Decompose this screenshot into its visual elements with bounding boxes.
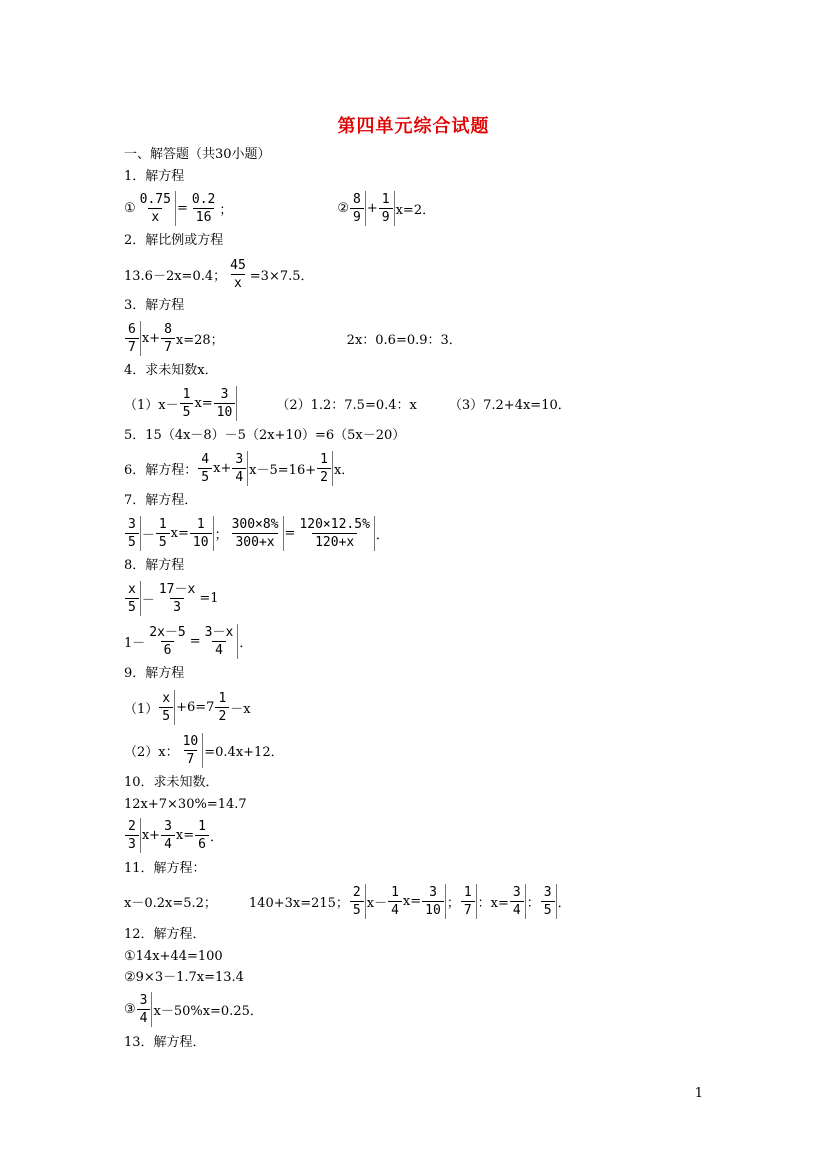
q6-equation: [124, 448, 354, 488]
numerator: 3: [235, 451, 244, 467]
denominator: 5: [125, 533, 139, 551]
q3-heading: 3．解方程: [124, 298, 185, 313]
math-text: +6=7: [176, 699, 215, 715]
q2-equation-a: 13.6－2x=0.4；: [124, 268, 227, 284]
q4-equation-b: （2）1.2：7.5=0.4：x: [276, 397, 417, 413]
fraction: [180, 386, 194, 421]
math-text: x=: [170, 525, 189, 541]
numerator: x: [128, 581, 136, 597]
q1-a-prefix: ①: [124, 200, 136, 216]
fraction: [180, 733, 204, 768]
math-text: （1）: [124, 701, 159, 717]
math-text: =: [284, 525, 296, 541]
fraction: [229, 516, 284, 551]
denominator: 6: [161, 641, 175, 659]
q4-equation-c: （3）7.2+4x=10．: [448, 397, 571, 413]
separator: ；: [219, 202, 233, 218]
denominator: 6: [195, 835, 209, 853]
math-text: ．: [239, 635, 253, 651]
numerator: x: [162, 690, 171, 706]
denominator: 5: [159, 707, 173, 725]
fraction: [189, 191, 218, 226]
q3-equations: [124, 318, 462, 358]
math-text: =1: [199, 590, 219, 606]
math-text: （1）x－: [124, 397, 179, 413]
q8-equation-b: [124, 621, 252, 661]
fraction: [161, 818, 175, 853]
q10-equation-a: 12x+7×30%=14.7: [124, 797, 247, 812]
fraction: [379, 191, 395, 226]
q11-equation-b: 140+3x=215；: [248, 895, 349, 911]
q2-heading: 2．解比例或方程: [124, 233, 224, 248]
denominator: 300+x: [232, 533, 277, 551]
fraction: [461, 884, 477, 919]
fraction: [125, 321, 141, 356]
math-text: x+: [213, 460, 232, 476]
numerator: 1: [391, 884, 399, 900]
numerator: 4: [201, 451, 210, 467]
math-text: x+: [141, 330, 161, 346]
denominator: 5: [156, 533, 170, 551]
denominator: x: [231, 274, 245, 292]
numerator: 17－x: [158, 581, 196, 597]
denominator: 7: [125, 338, 139, 356]
page-number: 1: [694, 1086, 703, 1101]
numerator: 3: [543, 884, 552, 900]
denominator: 7: [461, 901, 475, 919]
q13-heading: 13．解方程．: [124, 1035, 206, 1050]
math-text: ③: [124, 1001, 136, 1017]
numerator: 1: [381, 191, 390, 207]
numerator: 3－x: [204, 624, 234, 640]
fraction: [350, 191, 366, 226]
denominator: 5: [198, 468, 212, 486]
numerator: 3: [164, 818, 172, 834]
numerator: 0.2: [191, 191, 216, 207]
math-text: x=: [194, 395, 213, 411]
numerator: 300×8%: [231, 516, 279, 532]
numerator: 6: [128, 321, 136, 337]
math-text: x－50%x=0.25．: [153, 1003, 263, 1019]
denominator: 3: [170, 598, 184, 616]
numerator: 120×12.5%: [299, 516, 370, 532]
denominator: 3: [125, 835, 139, 853]
q2-equation-b: =3×7.5．: [249, 268, 314, 284]
fraction: [161, 321, 175, 356]
page-title: 第四单元综合试题: [337, 116, 490, 137]
fraction: [137, 992, 153, 1027]
numerator: 1: [182, 386, 191, 402]
q8-heading: 8．解方程: [124, 558, 185, 573]
fraction: [317, 451, 333, 486]
denominator: 10: [214, 403, 236, 421]
numerator: 1: [218, 690, 227, 706]
math-text: ．: [209, 829, 223, 845]
fraction: [159, 690, 175, 725]
numerator: 3: [139, 992, 148, 1008]
q9-heading: 9．解方程: [124, 666, 185, 681]
math-text: ．: [375, 527, 389, 543]
q12-equation-c: [124, 989, 263, 1029]
math-text: ；: [446, 895, 460, 911]
q8-equation-a: [124, 578, 219, 618]
numerator: 0.75: [139, 191, 171, 207]
fraction: [214, 386, 238, 421]
numerator: 1: [198, 818, 206, 834]
denominator: 4: [161, 835, 175, 853]
q4-heading: 4．求未知数x．: [124, 363, 218, 378]
numerator: 8: [164, 321, 172, 337]
denominator: 7: [184, 750, 198, 768]
q12-equation-b: ②9×3－1.7x=13.4: [124, 970, 244, 985]
q4-equations: [124, 383, 571, 423]
numerator: 1: [320, 451, 328, 467]
denominator: 5: [541, 901, 555, 919]
fraction: [296, 516, 374, 551]
q7-equations: [124, 513, 389, 553]
fraction: [156, 516, 170, 551]
numerator: 1: [196, 516, 205, 532]
math-text: x=28；: [175, 332, 224, 348]
denominator: 4: [137, 1009, 151, 1027]
q9-equation-b: [124, 730, 284, 770]
operator: =: [176, 200, 188, 216]
denominator: 10: [190, 533, 212, 551]
math-text: x+: [141, 827, 161, 843]
math-text: ；: [214, 527, 228, 543]
q5-equation: 5．15（4x－8）－5（2x+10）=6（5x－20）: [124, 428, 406, 443]
section-heading: 一、解答题（共30小题）: [124, 147, 271, 162]
math-text: x－: [366, 895, 388, 911]
fraction: [541, 884, 557, 919]
fraction: [125, 581, 141, 616]
denominator: 5: [125, 598, 139, 616]
q12-equation-a: ①14x+44=100: [124, 949, 223, 964]
math-text: 6．解方程：: [124, 462, 198, 478]
denominator: x: [148, 208, 162, 226]
fraction: [388, 884, 402, 919]
fraction: [137, 191, 176, 226]
fraction: [156, 581, 198, 616]
fraction: [227, 257, 249, 292]
fraction: [195, 818, 209, 853]
denominator: 120+x: [312, 533, 357, 551]
denominator: 5: [350, 901, 364, 919]
q10-equation-b: [124, 815, 223, 855]
q10-heading: 10．求未知数．: [124, 775, 219, 790]
denominator: 4: [232, 468, 246, 486]
denominator: 9: [379, 208, 393, 226]
denominator: 2: [317, 468, 331, 486]
numerator: 3: [512, 884, 521, 900]
fraction: [350, 884, 366, 919]
denominator: 4: [212, 641, 226, 659]
math-text: x．: [333, 462, 355, 478]
q7-heading: 7．解方程．: [124, 493, 198, 508]
numerator: 2: [352, 884, 361, 900]
math-text: ：x=: [477, 895, 509, 911]
denominator: 9: [350, 208, 364, 226]
math-text: x－5=16+: [249, 462, 317, 478]
operator: +: [366, 200, 378, 216]
numerator: 8: [353, 191, 361, 207]
math-text: =: [189, 633, 201, 649]
numerator: 45: [230, 257, 246, 273]
fraction: [125, 818, 141, 853]
fraction: [215, 690, 229, 725]
math-text: －x: [230, 701, 251, 717]
numerator: 2: [128, 818, 136, 834]
fraction: [125, 516, 141, 551]
denominator: 5: [180, 403, 194, 421]
q1-equations: [124, 188, 435, 228]
math-text: －: [141, 527, 155, 543]
denominator: 16: [193, 208, 215, 226]
numerator: 3: [220, 386, 229, 402]
math-text: x=: [175, 827, 195, 843]
q1-b-prefix: ②: [337, 200, 350, 216]
math-text: ：: [526, 895, 540, 911]
math-text: 1－: [124, 635, 146, 651]
denominator: 10: [422, 901, 444, 919]
denominator: 4: [388, 901, 402, 919]
numerator: 2x－5: [149, 624, 186, 640]
fraction: [190, 516, 214, 551]
numerator: 3: [128, 516, 136, 532]
q12-heading: 12．解方程．: [124, 927, 206, 942]
numerator: 1: [158, 516, 167, 532]
q11-equation-a: x－0.2x=5.2；: [124, 895, 217, 911]
denominator: 7: [161, 338, 175, 356]
denominator: 2: [215, 707, 229, 725]
numerator: 1: [463, 884, 472, 900]
math-text: =0.4x+12．: [204, 744, 284, 760]
fraction: [422, 884, 446, 919]
math-text: x=: [402, 893, 422, 909]
denominator: 4: [510, 901, 524, 919]
fraction: [202, 624, 239, 659]
math-text: （2）x：: [124, 744, 179, 760]
fraction: [198, 451, 212, 486]
q11-heading: 11．解方程：: [124, 861, 206, 876]
numerator: 10: [182, 733, 199, 749]
fraction: [146, 624, 188, 659]
numerator: 3: [429, 884, 437, 900]
math-text: ．: [557, 895, 571, 911]
q11-equations: [124, 881, 571, 921]
q9-equation-a: [124, 687, 251, 727]
math-text: －: [141, 592, 155, 608]
fraction: [510, 884, 526, 919]
q1-heading: 1．解方程: [124, 169, 185, 184]
equation-end: x=2．: [395, 202, 436, 218]
q2-equations: [124, 254, 314, 294]
fraction: [232, 451, 248, 486]
q3-equation-b: 2x：0.6=0.9：3．: [346, 332, 462, 348]
